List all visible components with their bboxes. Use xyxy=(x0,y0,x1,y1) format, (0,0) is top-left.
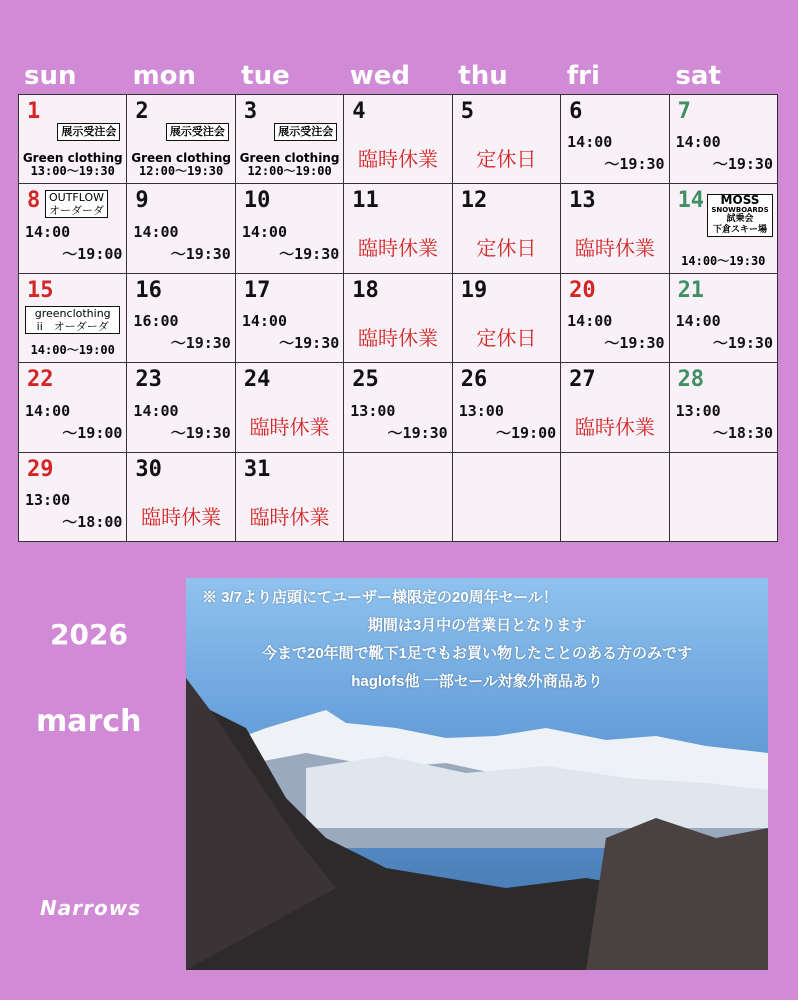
day-number: 14 xyxy=(677,188,705,214)
hours-open: 13:00 xyxy=(350,401,396,420)
hours xyxy=(133,400,230,444)
hours-open: 14:00 xyxy=(675,133,721,152)
day-cell-30 xyxy=(127,453,235,542)
day-cell-20 xyxy=(561,274,669,363)
hours xyxy=(25,489,122,533)
day-cell-14 xyxy=(670,184,778,273)
hours-close: 〜19:30 xyxy=(170,334,231,353)
hours-close: 〜19:30 xyxy=(604,334,665,353)
event-badge: 展示受注会 xyxy=(274,123,337,141)
day-number: 18 xyxy=(352,277,379,303)
event-title: 試乗会 xyxy=(726,214,754,225)
event-badge: 展示受注会 xyxy=(57,123,120,141)
month-label: march xyxy=(36,704,142,739)
hours xyxy=(676,400,773,444)
hours-open: 16:00 xyxy=(133,312,179,331)
weekday-wed: wed xyxy=(349,61,410,91)
event-title: greenclothing xyxy=(34,306,111,320)
notice-line-2: 期間は3月中の営業日となります xyxy=(367,617,587,634)
day-cell-21 xyxy=(670,274,778,363)
day-number: 23 xyxy=(135,367,162,393)
day-cell-1 xyxy=(19,95,127,184)
weekday-header xyxy=(18,58,778,94)
weekday-fri: fri xyxy=(566,61,600,91)
day-number: 29 xyxy=(27,456,54,482)
hours: 14:00〜19:00 xyxy=(30,343,115,358)
day-cell-29 xyxy=(19,453,127,542)
weekday-thu: thu xyxy=(458,61,508,91)
day-cell-22 xyxy=(19,363,127,452)
event-title: OUTFLOW xyxy=(49,191,105,205)
hours-close: 〜19:00 xyxy=(62,423,123,442)
hours xyxy=(567,131,664,175)
day-number: 15 xyxy=(27,277,54,303)
empty-cell xyxy=(344,453,452,542)
hours xyxy=(350,400,447,444)
day-cell-4 xyxy=(344,95,452,184)
day-cell-13 xyxy=(561,184,669,273)
moss-logo: MOSS xyxy=(720,193,760,208)
day-cell-3 xyxy=(236,95,344,184)
day-number: 6 xyxy=(569,99,583,124)
day-cell-27 xyxy=(561,363,669,452)
day-number: 27 xyxy=(569,367,596,393)
day-cell-23 xyxy=(127,363,235,452)
brand-label: Green clothing xyxy=(22,151,123,165)
event-box xyxy=(25,306,120,334)
hours xyxy=(242,310,339,354)
hours-open: 14:00 xyxy=(25,401,71,420)
hours-close: 〜19:30 xyxy=(387,423,448,442)
closed-label: 臨時休業 xyxy=(357,325,438,350)
regular-holiday-label: 定休日 xyxy=(476,147,537,171)
day-number: 3 xyxy=(243,99,258,124)
empty-cell xyxy=(561,453,669,542)
day-cell-18 xyxy=(344,274,452,363)
hours-open: 14:00 xyxy=(241,312,287,331)
hours-close: 〜19:00 xyxy=(62,244,123,263)
day-cell-24 xyxy=(236,363,344,452)
day-cell-19 xyxy=(453,274,561,363)
hours-open: 14:00 xyxy=(133,222,179,241)
event-sub: オーダーダ xyxy=(49,204,104,218)
closed-label: 臨時休業 xyxy=(141,504,222,529)
hours xyxy=(459,400,556,444)
day-number: 17 xyxy=(243,277,271,303)
day-number: 25 xyxy=(352,367,379,393)
narrows-logo: Narrows xyxy=(40,896,142,920)
hours xyxy=(676,131,773,175)
day-number: 11 xyxy=(352,188,379,214)
day-cell-7 xyxy=(670,95,778,184)
day-number: 26 xyxy=(460,367,488,393)
hours-close: 〜18:00 xyxy=(62,513,123,531)
day-number: 4 xyxy=(352,99,366,124)
event-sub: ii オーダーダ xyxy=(36,319,109,333)
brand-label: Green clothing xyxy=(131,151,232,165)
event-badge: 展示受注会 xyxy=(166,123,229,141)
day-number: 22 xyxy=(27,367,54,393)
moss-event-box xyxy=(707,194,773,237)
closed-label: 臨時休業 xyxy=(574,236,655,261)
day-cell-28 xyxy=(670,363,778,452)
hours-open: 13:00 xyxy=(25,491,71,509)
day-cell-16 xyxy=(127,274,235,363)
hours-open: 13:00 xyxy=(458,401,504,420)
day-cell-11 xyxy=(344,184,452,273)
hours xyxy=(133,310,230,354)
day-number: 13 xyxy=(569,188,596,214)
day-cell-15 xyxy=(19,274,127,363)
day-cell-6 xyxy=(561,95,669,184)
weekday-sat: sat xyxy=(675,61,721,91)
hours-open: 14:00 xyxy=(133,401,179,420)
hours xyxy=(25,400,122,444)
hours: 13:00〜19:30 xyxy=(30,164,115,179)
hours-close: 〜19:00 xyxy=(495,423,557,442)
day-number: 9 xyxy=(135,188,149,214)
hours xyxy=(567,310,664,354)
notice-photo xyxy=(186,578,768,970)
closed-label: 臨時休業 xyxy=(357,236,438,261)
day-number: 31 xyxy=(243,456,271,482)
day-number: 30 xyxy=(135,456,162,482)
brand-label: Green clothing xyxy=(239,151,340,165)
hours-close: 〜19:30 xyxy=(170,423,231,442)
moss-sub: SNOWBOARDS xyxy=(711,206,769,215)
hours: 12:00〜19:00 xyxy=(247,164,332,179)
day-number: 10 xyxy=(243,188,271,214)
hours-open: 14:00 xyxy=(25,222,71,241)
closed-label: 臨時休業 xyxy=(357,147,438,171)
hours: 14:00〜19:30 xyxy=(681,253,766,268)
day-number: 19 xyxy=(460,277,488,303)
regular-holiday-label: 定休日 xyxy=(476,325,537,350)
weekday-mon: mon xyxy=(132,61,197,91)
hours-close: 〜19:30 xyxy=(712,155,773,174)
day-cell-17 xyxy=(236,274,344,363)
hours-open: 14:00 xyxy=(675,312,721,331)
hours: 12:00〜19:30 xyxy=(139,164,224,179)
year-label: 2026 xyxy=(50,618,128,651)
day-number: 20 xyxy=(569,277,596,303)
day-cell-8 xyxy=(19,184,127,273)
day-number: 21 xyxy=(677,277,705,303)
day-cell-2 xyxy=(127,95,235,184)
day-number: 24 xyxy=(243,367,271,393)
hours-close: 〜19:30 xyxy=(604,155,665,174)
hours-open: 13:00 xyxy=(675,401,721,420)
weekday-sun: sun xyxy=(24,61,77,91)
hours-close: 〜19:30 xyxy=(279,244,340,263)
calendar-grid xyxy=(18,94,778,542)
regular-holiday-label: 定休日 xyxy=(476,236,537,261)
notice-text xyxy=(186,584,768,696)
event-place: 下倉スキー場 xyxy=(712,225,767,236)
day-number: 28 xyxy=(677,367,705,393)
day-cell-5 xyxy=(453,95,561,184)
hours-close: 〜19:30 xyxy=(170,244,231,263)
hours xyxy=(676,310,773,354)
day-number: 12 xyxy=(460,188,488,214)
hours xyxy=(242,221,339,265)
day-number: 8 xyxy=(27,188,41,214)
hours-close: 〜19:30 xyxy=(279,334,340,353)
day-cell-12 xyxy=(453,184,561,273)
notice-line-3: 今まで20年間で靴下1足でもお買い物したことのある方のみです xyxy=(261,645,693,662)
empty-cell xyxy=(453,453,561,542)
hours-close: 〜19:30 xyxy=(712,334,773,353)
empty-cell xyxy=(670,453,778,542)
hours-open: 14:00 xyxy=(567,312,613,331)
day-cell-25 xyxy=(344,363,452,452)
closed-label: 臨時休業 xyxy=(574,415,655,440)
hours-open: 14:00 xyxy=(567,133,613,152)
notice-line-4: haglofs他 一部セール対象外商品あり xyxy=(351,673,603,690)
closed-label: 臨時休業 xyxy=(249,415,330,440)
notice-line-1: ※ 3/7より店頭にてユーザー様限定の20周年セール！ xyxy=(202,589,558,606)
hours xyxy=(133,221,230,265)
day-number: 1 xyxy=(27,99,41,124)
hours xyxy=(25,221,122,265)
day-cell-9 xyxy=(127,184,235,273)
closed-label: 臨時休業 xyxy=(249,504,330,529)
day-cell-31 xyxy=(236,453,344,542)
hours-close: 〜18:30 xyxy=(712,423,773,442)
hours-open: 14:00 xyxy=(241,222,287,241)
event-box xyxy=(45,190,108,218)
day-number: 16 xyxy=(135,277,162,303)
day-number: 7 xyxy=(677,99,691,124)
day-number: 5 xyxy=(460,99,474,124)
weekday-tue: tue xyxy=(241,61,290,91)
day-cell-26 xyxy=(453,363,561,452)
day-number: 2 xyxy=(135,99,149,124)
day-cell-10 xyxy=(236,184,344,273)
